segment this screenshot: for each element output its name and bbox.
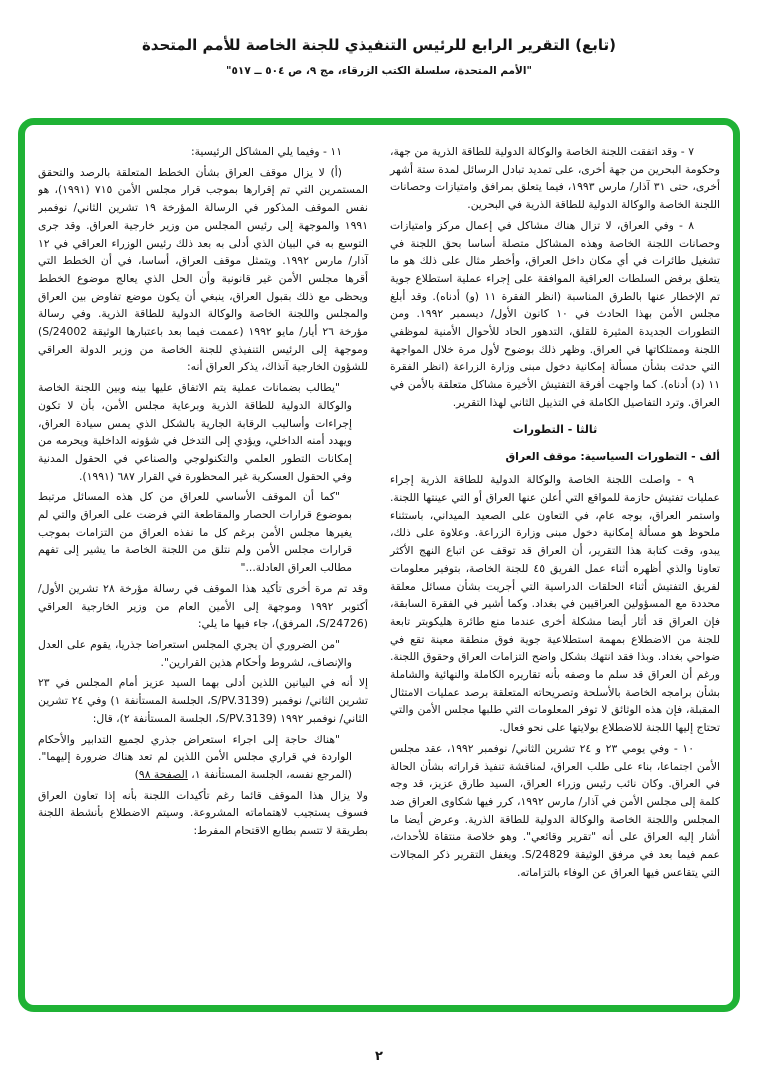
paragraph-confirmation: وقد تم مرة أخرى تأكيد هذا الموقف في رسالة مؤرخة ٢٨ تشرين الأول/ أكتوبر ١٩٩٢ وموجهة إلى الأمين العام من وزير الخارجية العراقي (S/24726، المرفق)، جاء فيها ما يلي: [38,581,368,631]
paragraph-11a: (أ) لا يزال موقف العراق بشأن الخطط المتعلقة بالرصد والتحقق المستمرين التي تم إقرارها بموجب قرار مجلس الأمن ٧١٥ (١٩٩١)، هو نفس الموقف المذكور في الرسالة المؤرخة ١٩ تشرين الثاني/ نوفمبر ١٩٩١ والموجهة إلى رئيس المجلس من وزير خارجية العراق. وقد جرى التوسع به في البيان الذي أدلى به بعد ذلك رئيس الوزراء العراقي في ١٢ آذار/ مارس ١٩٩٢. ويتمثل موقف العراق، أساسا، في أن الخطط التي أقرها مجلس الأمن غير قانونية وأن الحل الذي يعالج موضوع الخطط ويحظى مع ذلك بقبول العراق، ينبغي أن يكون موضع تفاوض بين العراق والمجلس واللجنة الخاصة والوكالة الدولية للطاقة الذرية. وفي رسالة مؤرخة ٢٦ أيار/ مايو ١٩٩٢ (عممت فيما بعد باعتبارها الوثيقة S/24002) وموجهة إلى الرئيس التنفيذي للجنة الخاصة من وزير الدولة العراقي للشؤون الخارجية آنذاك، يذكر العراق أنه: [38,165,368,374]
paragraph-7: ٧ - وقد اتفقت اللجنة الخاصة والوكالة الدولية للطاقة الذرية من جهة، وحكومة البحرين من جهة أخرى، على تمديد تبادل الرسائل لمدة ستة أشهر أخرى، حتى ٣١ آذار/ مارس ١٩٩٣، فيما يتعلق بمرافق وامتيازات وحصانات اللجنة الخاصة والوكالة الدولية للطاقة الذرية في البحرين. [390,145,720,212]
quotation-4-cited-page: الصفحة ٩٨ [138,767,188,781]
page-number: ٢ [375,1049,383,1064]
quotation-4-citation-close: ) [134,767,139,781]
subsection-heading-political-developments: ألف - التطورات السياسية: موقف العراق [505,449,720,463]
left-column [38,143,368,1005]
paragraph-final: ولا يزال هذا الموقف قائما رغم تأكيدات اللجنة بأنه إذا تعاون العراق فسوف يستجيب لاهتماماته المشروعة. وسيتم الاضطلاع بأنشطة اللجنة بطريقة لا تتسم بطابع الاقتحام المفرط: [38,788,368,838]
quotation-4-citation: (المرجع نفسه، الجلسة المستأنفة ١، [187,767,352,781]
paragraph-8: ٨ - وفي العراق، لا تزال هناك مشاكل في إعمال مركز وامتيازات وحصانات اللجنة الخاصة وهذه المشاكل متصلة أساسا بحق اللجنة في تشغيل طائرات في أي مكان داخل العراق، وأخطر مثال على ذلك هو ما يتعلق برفض السلطات العراقية الموافقة على إجراء عملية استطلاع جوية تم الإخطار عنها بالطرق المناسبة (انظر الفقرة ١١ (و) أدناه). وقد أبلغ مجلس الأمن بهذا الحادث في ١٠ كانون الأول/ ديسمبر ١٩٩٢. ومن التطورات الجديدة المثيرة للقلق، التدهور الحاد للأحوال الأمنية لموظفي اللجنة وممتلكاتها في العراق. وظهر ذلك بوضوح لأول مرة خلال المواجهة التي حدثت بشأن مسألة إمكانية دخول مبنى وزارة الزراعة (انظر الفقرة ١١ (د) أدناه). كما واجهت أفرقة التفتيش الأخيرة مشاكل متعلقة بالأمن في العراق. وترد التفاصيل الكاملة في التذييل الثاني لهذا التقرير. [390,218,720,409]
quotation-4-text: "هناك حاجة إلى اجراء استعراض جذري لجميع التدابير والأحكام الواردة في قراري مجلس الأمن اللذين لم تعد هناك ضرورة إليهما". [38,732,352,764]
quotation-2: "كما أن الموقف الأساسي للعراق من كل هذه المسائل مرتبط بموضوع قرارات الحصار والمقاطعة التي فرضت على العراق والتي لم يغيرها مجلس الأمن برغم كل ما نفذه العراق من التزامات بموجب قرارات مجلس الأمن ولم نتلق من اللجنة الخاصة ما يشير إلى تفهم مطالب العراق العادلة..." [38,490,352,575]
right-column [390,143,720,1005]
document-frame [18,118,740,1012]
document-title: (تابع) التقرير الرابع للرئيس التنفيذي للجنة الخاصة للأمم المتحدة [141,36,617,54]
paragraph-9: ٩ - واصلت اللجنة الخاصة والوكالة الدولية للطاقة الذرية إجراء عمليات تفتيش حازمة للمواقع التي أعلن عنها العراق أو التي عينتها اللجنة. واستمر العراق، بوجه عام، في التعاون على الصعيد الميداني، باستثناء ملحوظ هو مسألة إمكانية دخول مبنى وزارة الزراعة. وعلاوة على ذلك، يبدو، وقت كتابة هذا التقرير، أن العراق قد توقف عن اتباع النهج الأكثر تعاونا والذي أظهره أثناء عمل الفريق ٤٥ للجنة الخاصة، بتوفير معلومات لفريق التفتيش أثناء الحلقات الدراسية التي أجريت بشأن مسائل معلقة محددة مع المسؤولين العراقيين في بغداد. وكما أشير في الفقرة السابقة، فإن العراق قد أثار أيضا مشكلة أخرى عندما منع طائرة هليكوبتر تابعة للجنة من الاضطلاع بمهمة استطلاعية جوية فوق منطقة معينة تقع في ضواحي بغداد. وبذا فقد انتهك بشكل واضح التزامات العراق وحقوق اللجنة. ورغم أن العراق قد سلم ما وصفه بأنه تقاريره الكاملة والنهائية والشاملة بشأن برامجه الخاصة بالأسلحة وتصريحاته المتعلقة برصد عمليات الامتثال المقبلة، فإن هذه الوثائق لا توفر المعلومات التي طلبها مجلس الأمن والتي تحتاج إليها اللجنة للاضطلاع بولايتها على نحو فعال. [390,473,720,735]
paragraph-statements: إلا أنه في البيانين اللذين أدلى بهما السيد عزيز أمام المجلس في ٢٣ تشرين الثاني/ نوفمبر (S/PV.3139، الجلسة المستأنفة ١) وفي ٢٤ تشرين الثاني/ نوفمبر ١٩٩٢ (S/PV.3139، الجلسة المستأنفة ٢)، قال: [38,676,368,725]
quotation-3: "من الضروري أن يجري المجلس استعراضا جذريا، يقوم على العدل والإنصاف، لشروط وأحكام هذين القرارين". [38,637,352,669]
paragraph-10: ١٠ - وفي يومي ٢٣ و ٢٤ تشرين الثاني/ نوفمبر ١٩٩٢، عقد مجلس الأمن اجتماعا، بناء على طلب العراق، لمناقشة تنفيذ قراراته بشأن الحالة في العراق. وكان نائب رئيس وزراء العراق، السيد طارق عزيز، قد وجه كلمة إلى مجلس الأمن في آذار/ مارس ١٩٩٢، كرر فيها شكاوى العراق ضد المجلس واللجنة الخاصة والوكالة الدولية للطاقة الذرية. وعرض أيضا ما أشار إليه العراق على أنه "تقرير وقائعي". وهو خلاصة منتقاة للأحداث، عمم فيما بعد في مرفق الوثيقة S/24829. ويغفل التقرير ذكر المجالات التي يتقاعس فيها العراق عن الوفاء بالتزاماته. [390,741,720,879]
two-column-layout [38,143,720,1005]
document-header [0,0,758,77]
quotation-1: "يطالب بضمانات عملية يتم الاتفاق عليها بينه وبين اللجنة الخاصة والوكالة الدولية للطاقة الذرية وبرعاية مجلس الأمن، بأن لا تكون إجراءات وأساليب الرقابة الجارية بالشكل الذي يمس سيادة العراق، ويهدد أمنه الداخلي، ويؤدي إلى التدخل في شؤونه الداخلية ويحرمه من إمكانات التطور العلمي والتكنولوجي والصناعي في الحقول المدنية وفي الحقول العسكرية غير المحظورة في القرار ٦٨٧ (١٩٩١). [38,381,352,483]
document-subtitle: "الأمم المتحدة، سلسلة الكتب الزرقاء، مج ٩، ص ٥٠٤ ــ ٥١٧" [226,65,532,77]
section-heading-developments: ثالثا - التطورات [512,422,598,436]
quotation-4 [38,731,352,784]
paragraph-11: ١١ - وفيما يلي المشاكل الرئيسية: [190,145,342,158]
